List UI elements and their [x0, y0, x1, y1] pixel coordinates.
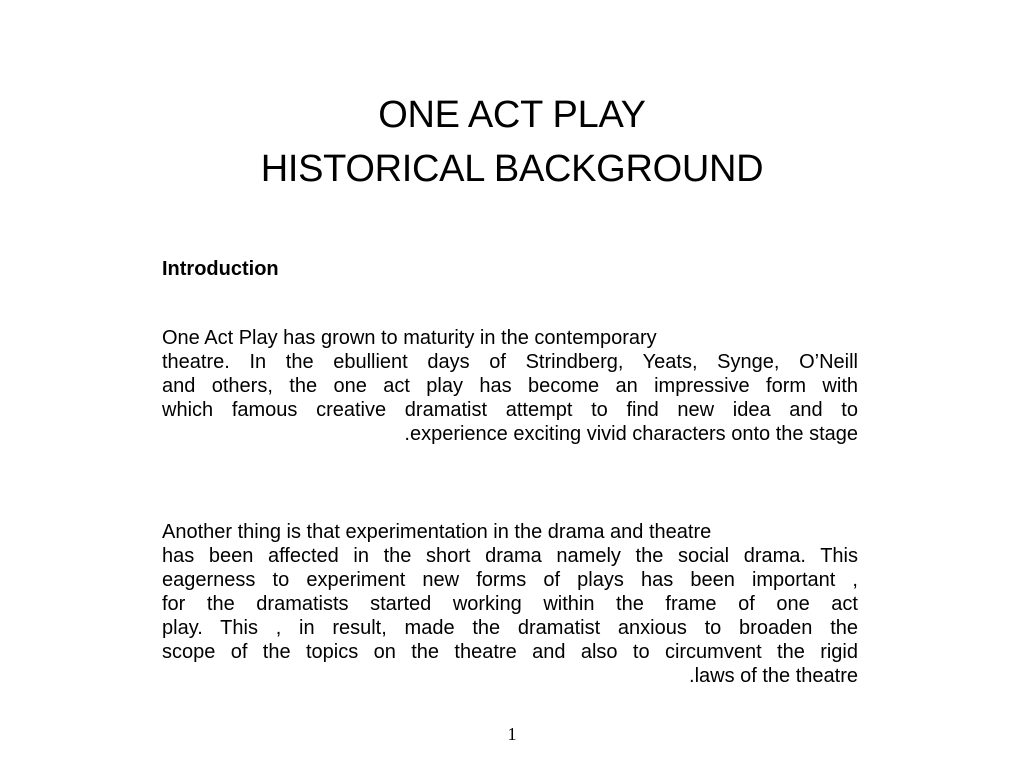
paragraph-2-line: for the dramatists started working within the frame of one act	[162, 593, 858, 615]
paragraph-2	[162, 520, 858, 688]
paragraph-1-line: and others, the one act play has become an impressive form with	[162, 375, 858, 397]
paragraph-1-line: theatre. In the ebullient days of Strindberg, Yeats, Synge, O’Neill	[162, 351, 858, 373]
paragraph-2-line: scope of the topics on the theatre and also to circumvent the rigid	[162, 641, 858, 663]
paragraph-2-line: play. This , in result, made the dramatist anxious to broaden the	[162, 617, 858, 639]
paragraph-2-line: eagerness to experiment new forms of plays has been important ,	[162, 569, 858, 591]
paragraph-2-line: .laws of the theatre	[689, 665, 858, 687]
paragraph-1-line: One Act Play has grown to maturity in the contemporary	[162, 327, 657, 349]
paragraph-1-line: which famous creative dramatist attempt to find new idea and to	[162, 399, 858, 421]
paragraph-2-line: has been affected in the short drama namely the social drama. This	[162, 545, 858, 567]
page-number: 1	[507, 724, 517, 744]
title-line-1: ONE ACT PLAY	[378, 94, 646, 136]
paragraph-1-line: .experience exciting vivid characters onto the stage	[404, 423, 858, 445]
title-line-2: HISTORICAL BACKGROUND	[260, 148, 764, 190]
paragraph-1	[162, 326, 858, 446]
section-heading: Introduction	[162, 258, 279, 280]
paragraph-2-line: Another thing is that experimentation in the drama and theatre	[162, 521, 712, 543]
page-title	[0, 88, 1024, 196]
